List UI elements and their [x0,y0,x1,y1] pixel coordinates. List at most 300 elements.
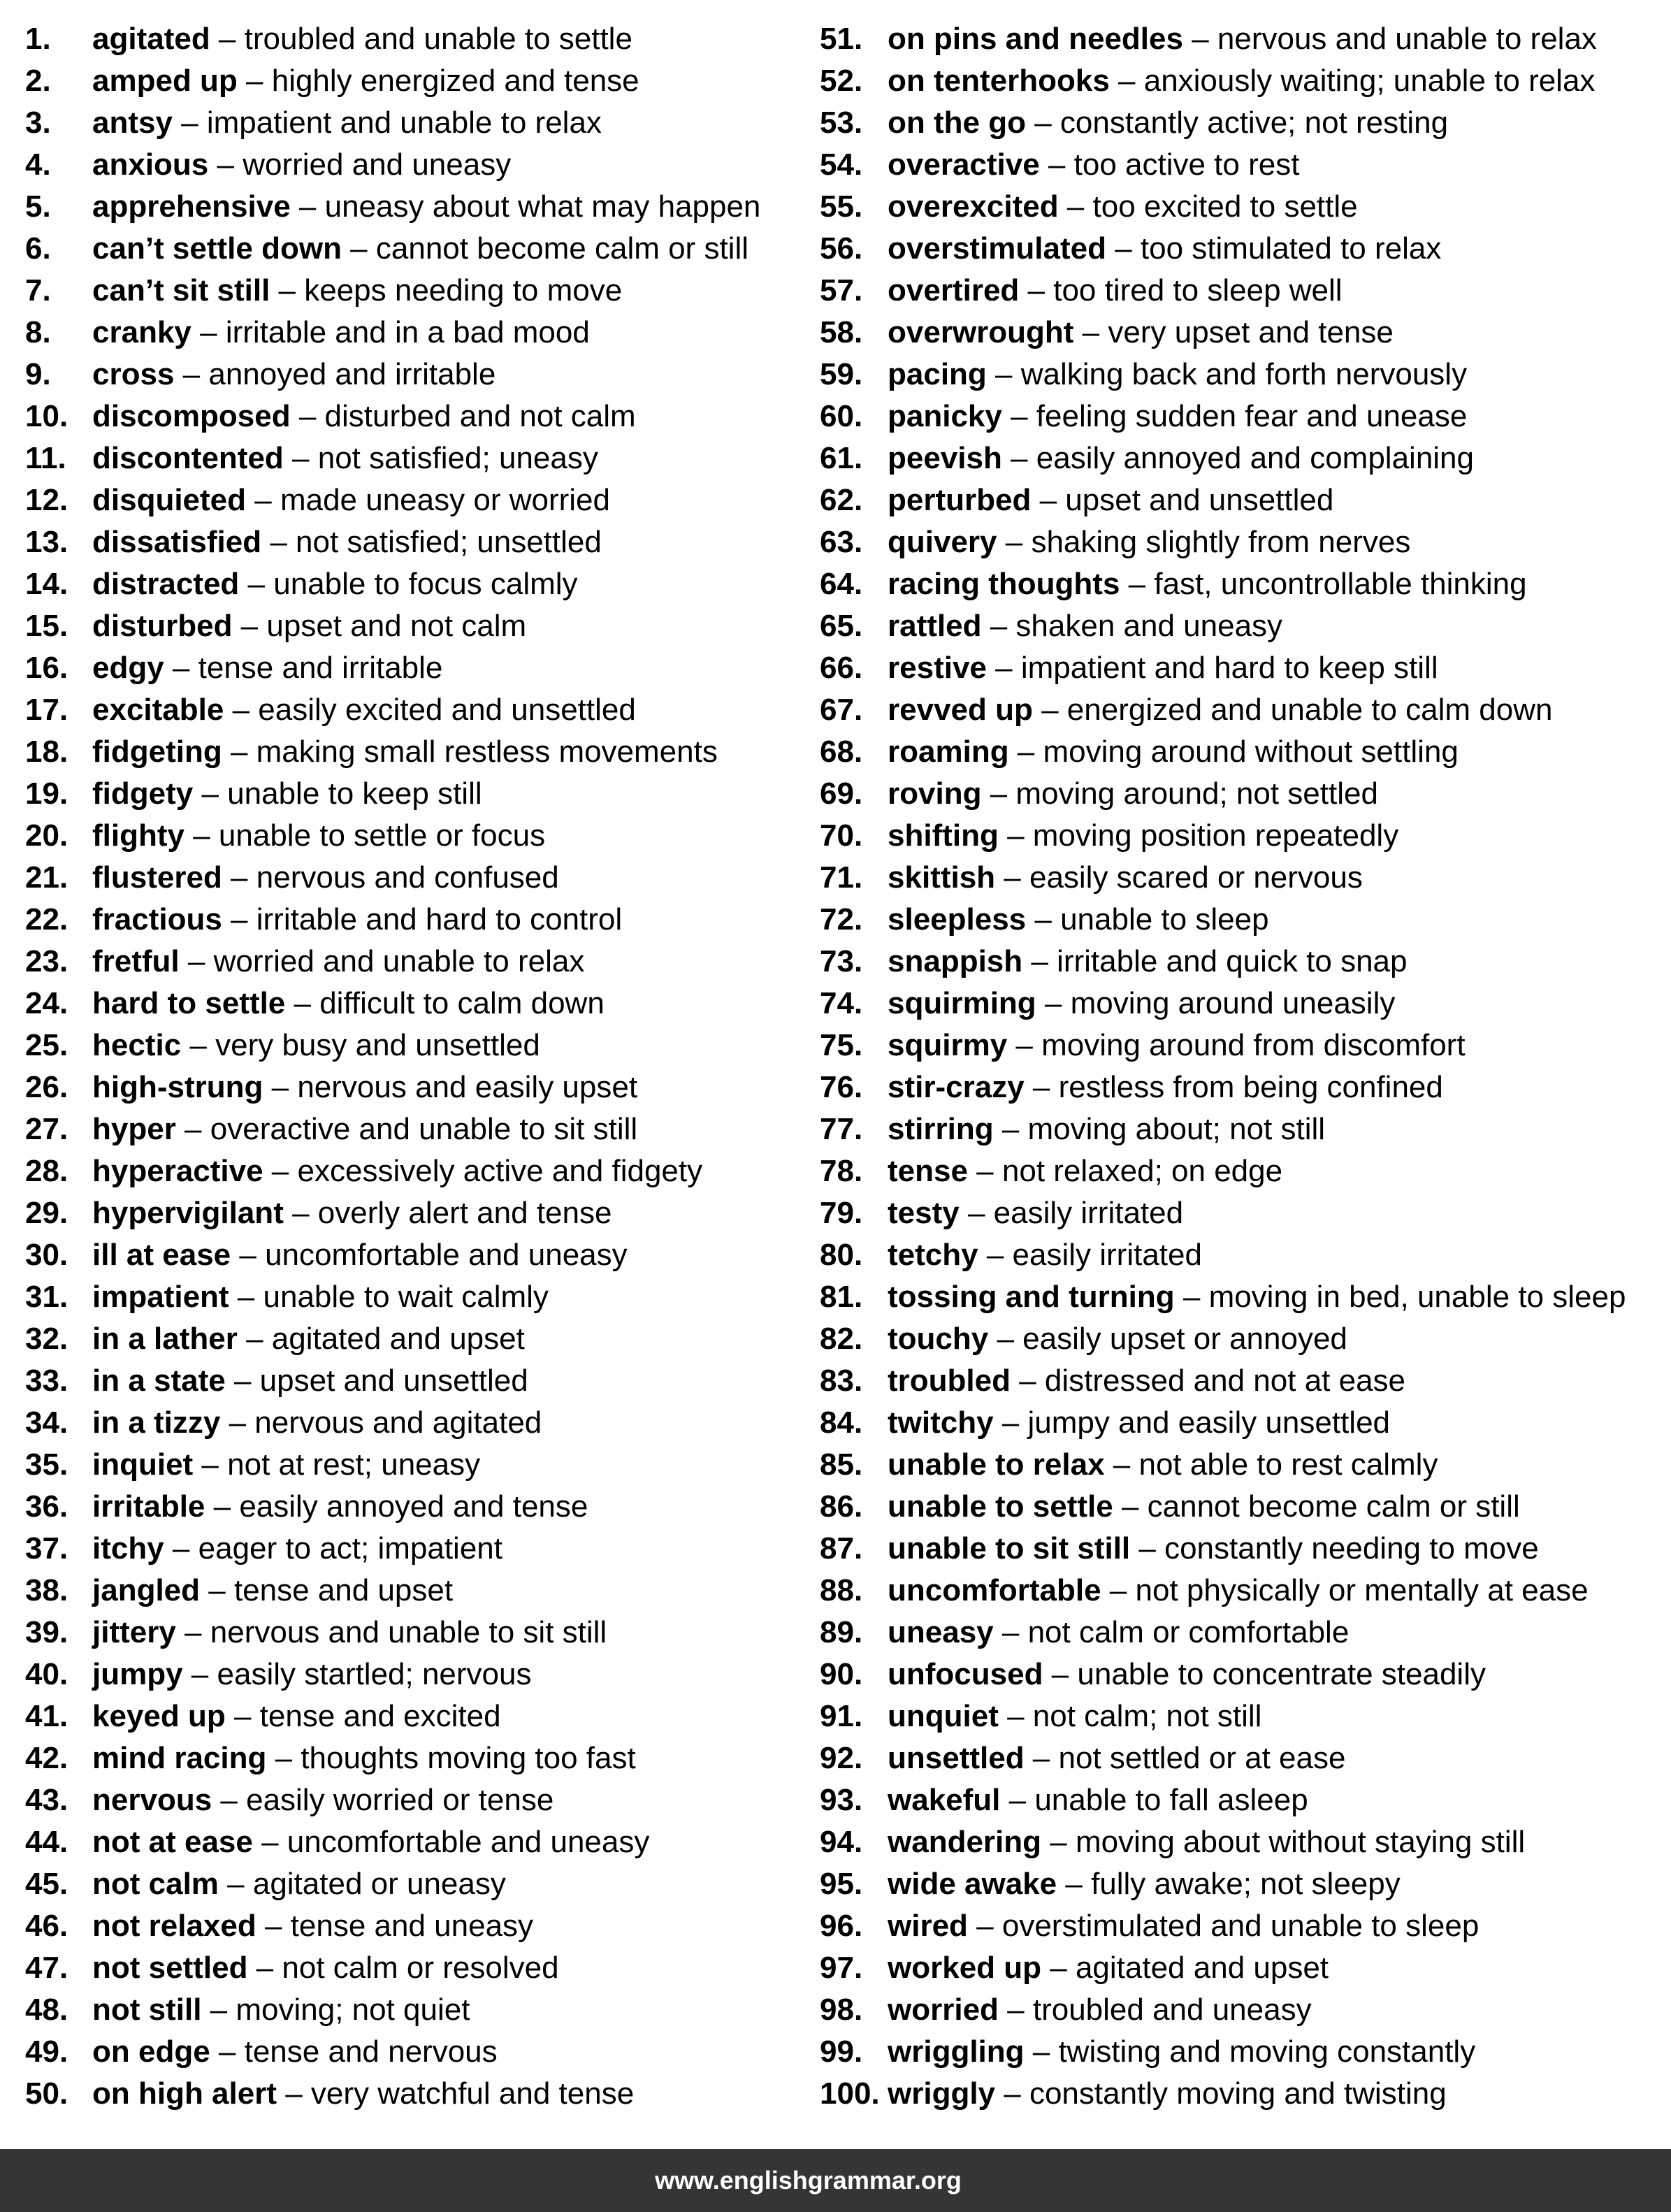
item-separator: – [1058,189,1093,224]
item-separator: – [220,1405,255,1440]
item-definition: excessively active and fidgety [297,1154,703,1188]
item-number: 83. [820,1364,863,1398]
item-number: 61. [820,441,863,475]
item-definition: not calm or comfortable [1027,1615,1350,1649]
item-term: unquiet [888,1699,999,1733]
item-separator: – [1024,1070,1059,1104]
item-number: 98. [820,1993,863,2027]
list-item [25,650,808,692]
item-term: sleepless [888,902,1027,937]
item-text [92,1237,628,1273]
item-separator: – [1001,399,1036,433]
item-separator: – [1113,1489,1148,1524]
item-number: 69. [820,776,863,811]
item-term: cranky [92,315,191,349]
item-separator: – [988,1322,1023,1356]
item-term: touchy [888,1322,989,1356]
item-separator: – [1026,902,1061,937]
item-text [888,1153,1282,1190]
item-number: 42. [25,1741,68,1775]
item-separator: – [1120,567,1155,601]
item-definition: moving about without staying still [1075,1825,1526,1859]
item-definition: not satisfied; uneasy [317,441,598,475]
item-term: wandering [888,1825,1042,1859]
item-number: 9. [25,357,51,391]
item-number: 79. [820,1196,863,1230]
word-list-column-right [820,21,1665,2118]
item-term: hypervigilant [92,1196,284,1230]
item-text [92,524,602,561]
list-item [820,273,1665,315]
item-term: overstimulated [888,231,1106,266]
item-definition: energized and unable to calm down [1066,693,1553,727]
item-text [92,1698,501,1735]
item-term: perturbed [888,483,1032,517]
item-text [888,1824,1525,1860]
item-number: 25. [25,1028,68,1062]
list-item [25,1237,808,1279]
item-text [92,944,584,980]
item-text [92,1069,637,1106]
item-number: 40. [25,1657,68,1691]
item-term: impatient [92,1280,229,1314]
item-definition: unable to keep still [227,776,482,811]
list-item [820,2034,1665,2076]
item-term: rattled [888,609,982,643]
item-definition: constantly needing to move [1164,1531,1539,1566]
list-item [25,2034,808,2076]
item-definition: not calm; not still [1032,1699,1262,1733]
item-definition: moving around without settling [1043,735,1459,769]
item-number: 80. [820,1238,863,1272]
item-term: not calm [92,1867,219,1901]
item-separator: – [237,1322,272,1356]
item-text [888,1782,1308,1819]
item-number: 72. [820,902,863,937]
item-text [888,1908,1479,1944]
item-definition: shaking slightly from nerves [1031,525,1411,559]
item-separator: – [998,1699,1033,1733]
list-item [25,1908,808,1950]
item-text [92,1573,453,1609]
list-item [820,524,1665,566]
item-term: nervous [92,1783,212,1817]
item-text [92,63,639,99]
item-separator: – [172,106,207,140]
item-text [92,902,622,938]
list-item [820,398,1665,440]
list-item [25,2076,808,2118]
item-term: wriggling [888,2034,1025,2069]
item-number: 20. [25,818,68,853]
item-number: 96. [820,1909,863,1943]
item-number: 28. [25,1154,68,1188]
list-item [25,63,808,105]
item-text [92,608,526,644]
item-term: flustered [92,860,222,895]
item-term: panicky [888,399,1002,433]
item-number: 58. [820,315,863,349]
item-separator: – [182,1657,217,1691]
list-item [25,231,808,273]
list-item [820,2076,1665,2118]
item-number: 85. [820,1447,863,1482]
item-term: uncomfortable [888,1573,1101,1607]
item-term: unsettled [888,1741,1025,1775]
item-text [92,776,482,812]
item-number: 27. [25,1112,68,1146]
item-number: 4. [25,147,51,182]
item-separator: – [997,525,1032,559]
item-text [92,1992,470,2028]
item-number: 1. [25,22,51,56]
item-text [888,1614,1349,1651]
item-number: 10. [25,399,68,433]
item-separator: – [210,2034,245,2069]
item-definition: making small restless movements [256,735,718,769]
item-definition: not calm or resolved [282,1951,559,1985]
item-text [888,1237,1202,1273]
item-term: peevish [888,441,1002,475]
item-number: 35. [25,1447,68,1482]
list-item [820,1573,1665,1614]
item-number: 41. [25,1699,68,1733]
item-number: 97. [820,1951,863,1985]
item-definition: easily annoyed and tense [239,1489,588,1524]
list-item [25,273,808,315]
item-text [92,1866,506,1902]
item-term: unfocused [888,1657,1043,1691]
item-number: 44. [25,1825,68,1859]
item-text [888,1069,1443,1106]
item-text [888,608,1282,644]
list-item [820,440,1665,482]
list-item [25,1489,808,1531]
item-text [92,1279,549,1315]
item-text [92,1614,607,1651]
item-text [888,1656,1486,1693]
list-item [25,860,808,902]
item-text [888,1698,1261,1735]
list-item [820,1447,1665,1489]
item-number: 81. [820,1280,863,1314]
list-item [25,189,808,231]
list-item [820,1069,1665,1111]
list-item [25,21,808,63]
item-text [888,692,1553,728]
item-separator: – [967,1154,1002,1188]
item-definition: very watchful and tense [310,2076,635,2111]
list-item [820,1656,1665,1698]
footer-website-url: www.englishgrammar.org [655,2166,962,2195]
item-number: 50. [25,2076,68,2111]
item-number: 59. [820,357,863,391]
item-definition: impatient and hard to keep still [1020,651,1438,685]
item-text [92,273,622,309]
item-text [92,1489,588,1525]
item-number: 92. [820,1741,863,1775]
list-item [25,1531,808,1573]
item-separator: – [1039,147,1074,182]
item-separator: – [986,357,1021,391]
item-text [888,1573,1589,1609]
item-definition: troubled and uneasy [1032,1993,1312,2027]
item-separator: – [193,1447,228,1482]
item-text [888,1027,1466,1064]
item-separator: – [1008,735,1043,769]
item-definition: tense and uneasy [290,1909,534,1943]
item-number: 12. [25,483,68,517]
item-term: wide awake [888,1867,1057,1901]
item-definition: moving about; not still [1027,1112,1326,1146]
item-separator: – [222,860,256,895]
item-definition: unable to wait calmly [263,1280,549,1314]
item-term: not still [92,1993,202,2027]
item-separator: – [277,2076,311,2111]
item-term: jittery [92,1615,176,1649]
item-separator: – [1101,1573,1136,1607]
item-definition: eager to act; impatient [198,1531,502,1566]
item-separator: – [1057,1867,1092,1901]
item-separator: – [978,1238,1013,1272]
item-term: roving [888,776,982,811]
list-item [820,944,1665,985]
item-term: fractious [92,902,222,937]
item-definition: cannot become calm or still [375,231,748,266]
list-item [25,1363,808,1405]
list-item [820,1740,1665,1782]
item-separator: – [164,651,198,685]
item-term: overwrought [888,315,1074,349]
item-separator: – [210,22,245,56]
item-definition: too excited to settle [1092,189,1358,224]
list-item [820,189,1665,231]
item-term: apprehensive [92,189,291,224]
item-text [888,398,1467,435]
item-separator: – [1041,1951,1076,1985]
item-number: 99. [820,2034,863,2069]
item-separator: – [266,1741,301,1775]
item-term: unable to relax [888,1447,1105,1482]
item-definition: tense and excited [259,1699,501,1733]
list-item [820,1195,1665,1237]
item-text [888,944,1407,980]
item-number: 22. [25,902,68,937]
item-text [888,2034,1475,2070]
item-definition: moving around; not settled [1015,776,1378,811]
item-term: dissatisfied [92,525,262,559]
item-number: 18. [25,735,68,769]
item-term: hyperactive [92,1154,263,1188]
item-separator: – [1041,1825,1076,1859]
item-text [888,105,1448,141]
list-item [820,902,1665,944]
item-separator: – [231,1238,266,1272]
item-number: 14. [25,567,68,601]
item-separator: – [290,189,325,224]
item-separator: – [225,1364,260,1398]
item-text [888,860,1363,896]
list-item [820,147,1665,189]
item-text [92,692,636,728]
item-text [888,2076,1447,2112]
item-number: 46. [25,1909,68,1943]
item-separator: – [986,651,1021,685]
item-definition: uncomfortable and uneasy [287,1825,650,1859]
item-term: wakeful [888,1783,1001,1817]
item-definition: not settled or at ease [1058,1741,1346,1775]
item-separator: – [1104,1447,1139,1482]
item-number: 93. [820,1783,863,1817]
list-item [25,1447,808,1489]
item-text [888,63,1595,99]
item-definition: too stimulated to relax [1140,231,1442,266]
item-number: 45. [25,1867,68,1901]
item-definition: moving in bed, unable to sleep [1208,1280,1626,1314]
item-definition: keeps needing to move [304,273,623,308]
item-definition: twisting and moving constantly [1058,2034,1476,2069]
item-text [92,1824,649,1860]
item-number: 66. [820,651,863,685]
list-item [25,608,808,650]
item-definition: agitated and upset [271,1322,525,1356]
list-item [25,398,808,440]
item-separator: – [995,860,1029,895]
item-definition: upset and not calm [266,609,527,643]
item-separator: – [1007,1028,1042,1062]
item-definition: tense and irritable [198,651,443,685]
item-separator: – [263,1070,298,1104]
item-definition: nervous and easily upset [297,1070,638,1104]
item-number: 87. [820,1531,863,1566]
item-term: distracted [92,567,240,601]
item-definition: very upset and tense [1108,315,1394,349]
item-definition: highly energized and tense [271,64,639,98]
item-number: 36. [25,1489,68,1524]
item-text [888,1866,1401,1902]
item-text [888,21,1597,57]
item-separator: – [263,1154,298,1188]
word-list-column-left [25,21,808,2118]
item-number: 78. [820,1154,863,1188]
item-term: tetchy [888,1238,978,1272]
item-term: twitchy [888,1405,994,1440]
item-separator: – [290,399,325,433]
item-number: 48. [25,1993,68,2027]
item-number: 11. [25,441,66,475]
item-text [888,1992,1312,2028]
item-text [888,524,1410,561]
item-term: roaming [888,735,1009,769]
item-definition: disturbed and not calm [324,399,636,433]
item-separator: – [229,1280,263,1314]
item-separator: – [998,818,1033,853]
item-number: 7. [25,273,51,308]
item-number: 90. [820,1657,863,1691]
item-text [92,985,605,1022]
list-item [25,1656,808,1698]
item-number: 32. [25,1322,68,1356]
item-number: 23. [25,944,68,978]
item-text [888,1950,1329,1986]
item-text [888,1111,1325,1148]
item-number: 47. [25,1951,68,1985]
item-text [92,2034,498,2070]
item-number: 37. [25,1531,68,1566]
item-definition: irritable and hard to control [256,902,623,937]
item-term: tense [888,1154,968,1188]
list-item [25,356,808,398]
item-definition: very busy and unsettled [215,1028,540,1062]
item-term: worked up [888,1951,1042,1985]
item-definition: easily excited and unsettled [258,693,636,727]
item-term: wriggly [888,2076,996,2111]
item-definition: annoyed and irritable [208,357,496,391]
item-term: high-strung [92,1070,263,1104]
item-text [92,440,598,477]
list-item [820,1279,1665,1321]
list-item [820,1698,1665,1740]
item-number: 74. [820,986,863,1020]
item-separator: – [1025,106,1060,140]
item-definition: not relaxed; on edge [1001,1154,1283,1188]
item-text [92,1111,637,1148]
item-separator: – [1036,986,1071,1020]
item-number: 43. [25,1783,68,1817]
list-item [25,524,808,566]
list-item [25,1866,808,1908]
item-text [92,1782,554,1819]
item-separator: – [285,986,320,1020]
list-item [820,1782,1665,1824]
item-definition: moving; not quiet [236,1993,470,2027]
item-number: 17. [25,693,68,727]
item-separator: – [1022,944,1057,978]
item-text [92,734,718,770]
list-item [25,1992,808,2034]
item-term: inquiet [92,1447,194,1482]
item-definition: thoughts moving too fast [301,1741,636,1775]
item-text [888,1279,1626,1315]
item-term: stir-crazy [888,1070,1025,1104]
item-separator: – [959,1196,994,1230]
item-number: 21. [25,860,68,895]
item-definition: constantly active; not resting [1059,106,1449,140]
list-item [820,692,1665,734]
item-definition: irritable and in a bad mood [225,315,590,349]
item-separator: – [247,1951,282,1985]
item-term: overactive [888,147,1040,182]
item-separator: – [261,525,296,559]
item-definition: impatient and unable to relax [206,106,602,140]
list-item [820,1824,1665,1866]
item-term: fidgety [92,776,194,811]
item-term: flighty [92,818,185,853]
item-text [92,1908,533,1944]
item-number: 62. [820,483,863,517]
item-definition: not physically or mentally at ease [1135,1573,1589,1607]
list-item [820,1111,1665,1153]
list-item [25,1321,808,1363]
list-item [820,1027,1665,1069]
item-text [888,650,1438,686]
item-term: overexcited [888,189,1059,224]
list-item [25,1279,808,1321]
item-definition: upset and unsettled [1065,483,1334,517]
item-definition: jumpy and easily unsettled [1027,1405,1391,1440]
item-definition: agitated and upset [1075,1951,1329,1985]
item-separator: – [225,1699,260,1733]
